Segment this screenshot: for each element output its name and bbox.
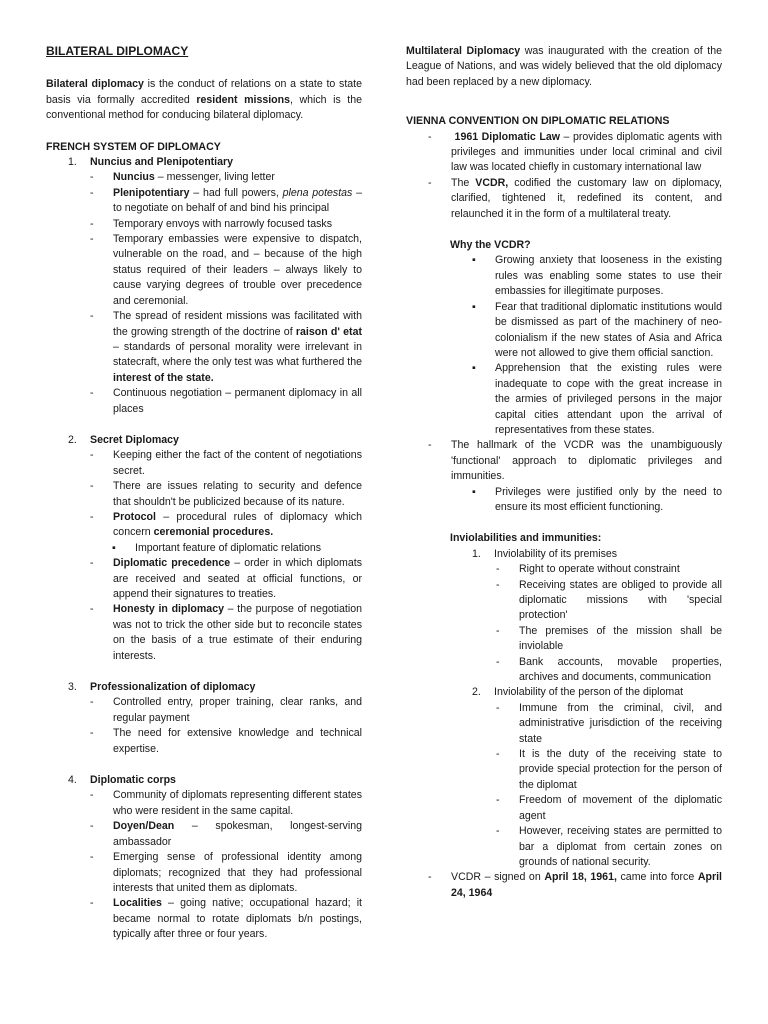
list-item: ▪ Growing anxiety that looseness in the existing rules was enabling some states to use their embassies for illegitimate purposes. xyxy=(472,254,722,298)
numbered-item: 2. Inviolability of the person of the diplomat xyxy=(472,686,684,699)
list-item: - Diplomatic precedence – order in which diplomats are received and seated at official functions, or append their signatures to treaties. xyxy=(90,557,362,600)
why-vcdr-heading: Why the VCDR? xyxy=(450,239,531,252)
list-item: - Honesty in diplomacy – the purpose of negotiation was not to trick the other side but to reconcile states on the basis of a true estimate of their enduring interests. xyxy=(90,603,362,662)
list-item: - 1961 Diplomatic Law – provides diplomatic agents with privileges and immunities under local criminal and civil law was located chiefly in customary international law xyxy=(428,130,722,174)
list-item: - Nuncius – messenger, living letter xyxy=(90,171,275,184)
list-item: - Localities – going native; occupational hazard; it became normal to rotate diplomats b/n postings, typically after three or four years. xyxy=(90,897,362,941)
list-item: - Community of diplomats representing different states who were resident in the same capital. xyxy=(90,789,362,817)
section-2-heading: 2. Secret Diplomacy xyxy=(68,433,179,446)
sub-list-item: - Right to operate without constraint xyxy=(496,563,680,576)
sub-list-item: ▪ Important feature of diplomatic relations xyxy=(112,541,322,554)
inviolabilities-heading: Inviolabilities and immunities: xyxy=(450,532,602,545)
list-item: - There are issues relating to security and defence that shouldn't be publicized because of its nature. xyxy=(90,480,362,508)
list-item: - Doyen/Dean – spokesman, longest-serving ambassador xyxy=(90,820,362,848)
sub-list-item: - Freedom of movement of the diplomatic agent xyxy=(496,794,722,822)
list-item: - The need for extensive knowledge and technical expertise. xyxy=(90,727,362,755)
list-item: - The spread of resident missions was facilitated with the growing strength of the doctrine of raison d' etat – standards of personal morality were irrelevant in statecraft, where the only test was what furthered the interest of the state. xyxy=(90,310,362,384)
french-system-heading: FRENCH SYSTEM OF DIPLOMACY xyxy=(46,140,221,153)
list-item: ▪ Fear that traditional diplomatic institutions would be dismissed as part of the machinery of neo-colonialism if the new states of Asia and Africa were not allowed to give them official sanction. xyxy=(472,300,722,359)
document-title: BILATERAL DIPLOMACY xyxy=(46,44,189,58)
sub-list-item: - Immune from the criminal, civil, and administrative jurisdiction of the receiving state xyxy=(496,701,722,745)
list-item: - Temporary envoys with narrowly focused tasks xyxy=(90,217,333,230)
list-item: - Temporary embassies were expensive to dispatch, vulnerable on the road, and – because of the high status required of their leaders – always likely to cause varying degrees of trouble over precedence and ceremonial. xyxy=(90,233,362,307)
list-item: - Controlled entry, proper training, clear ranks, and regular payment xyxy=(90,696,362,724)
list-item: - Plenipotentiary – had full powers, plena potestas – to negotiate on behalf of and bind his principal xyxy=(90,186,363,215)
sub-list-item: - Bank accounts, movable properties, archives and documents, communication xyxy=(496,655,722,684)
numbered-item: 1. Inviolability of its premises xyxy=(472,547,618,560)
multilateral-paragraph: Multilateral Diplomacy was inaugurated with the creation of the League of Nations, and was widely believed that the old diplomacy had been replaced by a new diplomacy. xyxy=(406,45,722,88)
list-item: - Continuous negotiation – permanent diplomacy in all places xyxy=(90,387,362,415)
sub-list-item: - However, receiving states are permitted to bar a diplomat from certain zones on grounds of national security. xyxy=(496,825,722,868)
section-4-heading: 4. Diplomatic corps xyxy=(68,774,176,787)
intro-paragraph: Bilateral diplomacy is the conduct of relations on a state to state basis via formally accredited resident missions, which is the conventional method for conducing bilateral diplomacy. xyxy=(46,78,362,122)
left-column xyxy=(46,44,362,943)
list-item: - VCDR – signed on April 18, 1961, came into force April 24, 1964 xyxy=(428,871,722,899)
list-item: - Emerging sense of professional identity among diplomats; recognized that they had professional interests that united them as diplomats. xyxy=(90,851,362,894)
sub-list-item: - Receiving states are obliged to provide all diplomatic missions with 'special protection' xyxy=(496,578,722,622)
sub-list-item: - The premises of the mission shall be inviolable xyxy=(496,624,722,653)
list-item: - The VCDR, codified the customary law on diplomacy, clarified, tightened it, redefined its content, and relaunched it in the form of a multilateral treaty. xyxy=(428,176,722,220)
sub-list-item: ▪ Privileges were justified only by the need to ensure its most efficient functioning. xyxy=(472,485,722,513)
sub-list-item: - It is the duty of the receiving state to provide special protection for the person of the diplomat xyxy=(496,748,722,791)
vienna-convention-heading: VIENNA CONVENTION ON DIPLOMATIC RELATIONS xyxy=(406,115,670,128)
list-item: - The hallmark of the VCDR was the unambiguously 'functional' approach to diplomatic privileges and immunities. xyxy=(428,439,722,483)
section-3-heading: 3. Professionalization of diplomacy xyxy=(68,681,256,694)
section-1-heading: 1. Nuncius and Plenipotentiary xyxy=(68,156,234,169)
right-column xyxy=(406,44,722,901)
list-item: ▪ Apprehension that the existing rules were inadequate to cope with the great increase in the armies of privileged persons in the major capital cities attendant upon the arrival of representatives from these states. xyxy=(472,362,722,436)
list-item: - Protocol – procedural rules of diplomacy which concern ceremonial procedures. xyxy=(90,510,362,539)
list-item: - Keeping either the fact of the content of negotiations secret. xyxy=(90,449,362,477)
